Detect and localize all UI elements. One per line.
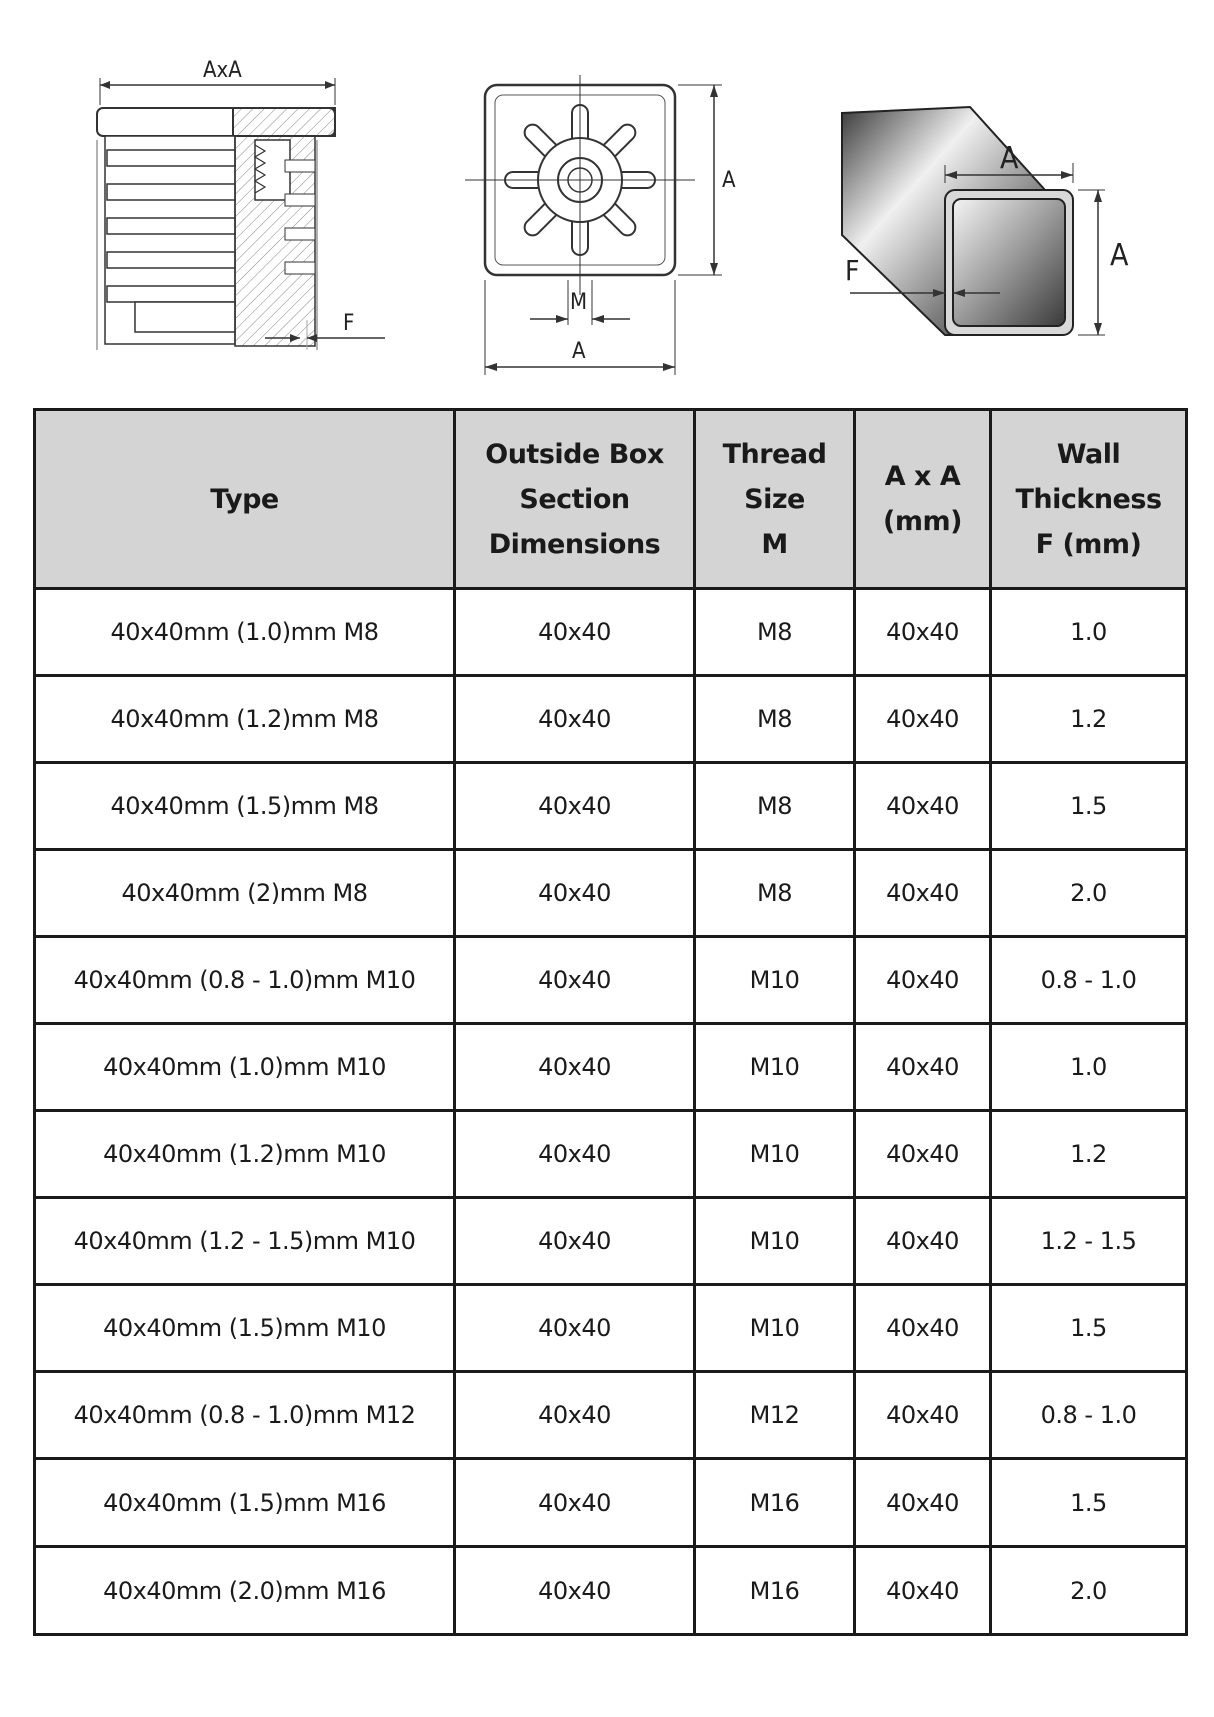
cell-type: 40x40mm (2)mm M8: [35, 850, 455, 937]
dim-tube-a-top-label: A: [1000, 141, 1019, 176]
cell-type: 40x40mm (1.0)mm M8: [35, 589, 455, 676]
cell-thread-size: M10: [695, 1111, 855, 1198]
cell-axa: 40x40: [855, 850, 991, 937]
header-thread-size: Thread Size M: [695, 410, 855, 589]
table-row: [35, 589, 1187, 676]
cell-type: 40x40mm (2.0)mm M16: [35, 1547, 455, 1635]
cell-wall-thickness: 0.8 - 1.0: [991, 937, 1187, 1024]
cell-wall-thickness: 1.5: [991, 1285, 1187, 1372]
cell-thread-size: M8: [695, 676, 855, 763]
table-row: [35, 676, 1187, 763]
cell-wall-thickness: 2.0: [991, 850, 1187, 937]
cell-axa: 40x40: [855, 937, 991, 1024]
cell-outside-box: 40x40: [455, 1198, 695, 1285]
cell-outside-box: 40x40: [455, 1459, 695, 1547]
cell-outside-box: 40x40: [455, 937, 695, 1024]
cell-outside-box: 40x40: [455, 676, 695, 763]
dim-a-bottom-label: A: [572, 339, 586, 364]
specification-table: [33, 408, 1188, 1636]
cell-outside-box: 40x40: [455, 1547, 695, 1635]
technical-drawings: [0, 0, 1214, 400]
dim-tube-f-label: F: [845, 254, 860, 287]
tube-drawing: [820, 95, 1180, 355]
cell-thread-size: M16: [695, 1547, 855, 1635]
header-outside-box: Outside Box Section Dimensions: [455, 410, 695, 589]
cell-type: 40x40mm (1.2)mm M10: [35, 1111, 455, 1198]
table-row: [35, 1459, 1187, 1547]
cell-thread-size: M10: [695, 1024, 855, 1111]
table-row: [35, 1111, 1187, 1198]
header-type: Type: [35, 410, 455, 589]
cell-outside-box: 40x40: [455, 589, 695, 676]
cell-wall-thickness: 0.8 - 1.0: [991, 1372, 1187, 1459]
dim-f-label: F: [343, 311, 355, 336]
cell-wall-thickness: 1.0: [991, 589, 1187, 676]
dim-a-right-label: A: [722, 168, 736, 193]
cell-wall-thickness: 1.2 - 1.5: [991, 1198, 1187, 1285]
cell-axa: 40x40: [855, 1459, 991, 1547]
cell-outside-box: 40x40: [455, 1024, 695, 1111]
cell-thread-size: M10: [695, 1198, 855, 1285]
table-body: [35, 589, 1187, 1635]
cell-type: 40x40mm (1.2 - 1.5)mm M10: [35, 1198, 455, 1285]
cell-type: 40x40mm (1.0)mm M10: [35, 1024, 455, 1111]
table-row: [35, 1198, 1187, 1285]
cell-type: 40x40mm (1.5)mm M8: [35, 763, 455, 850]
cell-type: 40x40mm (1.5)mm M10: [35, 1285, 455, 1372]
table-row: [35, 850, 1187, 937]
cell-thread-size: M10: [695, 1285, 855, 1372]
cell-wall-thickness: 2.0: [991, 1547, 1187, 1635]
table-header-row: [35, 410, 1187, 589]
front-view-drawing: [460, 75, 780, 395]
cell-type: 40x40mm (0.8 - 1.0)mm M10: [35, 937, 455, 1024]
dim-axa-label: AxA: [203, 58, 242, 83]
cell-thread-size: M12: [695, 1372, 855, 1459]
cell-axa: 40x40: [855, 1372, 991, 1459]
cell-thread-size: M16: [695, 1459, 855, 1547]
cell-axa: 40x40: [855, 1547, 991, 1635]
cell-axa: 40x40: [855, 763, 991, 850]
dim-tube-a-right-label: A: [1110, 238, 1129, 273]
table-row: [35, 937, 1187, 1024]
cell-outside-box: 40x40: [455, 763, 695, 850]
table-row: [35, 1372, 1187, 1459]
table-row: [35, 1285, 1187, 1372]
dim-m-label: M: [570, 290, 588, 315]
cell-wall-thickness: 1.2: [991, 676, 1187, 763]
cell-axa: 40x40: [855, 676, 991, 763]
cell-wall-thickness: 1.5: [991, 763, 1187, 850]
cell-type: 40x40mm (0.8 - 1.0)mm M12: [35, 1372, 455, 1459]
table-row: [35, 763, 1187, 850]
table-row: [35, 1024, 1187, 1111]
cell-wall-thickness: 1.2: [991, 1111, 1187, 1198]
cell-outside-box: 40x40: [455, 1372, 695, 1459]
table-row: [35, 1547, 1187, 1635]
cell-type: 40x40mm (1.2)mm M8: [35, 676, 455, 763]
cell-thread-size: M10: [695, 937, 855, 1024]
cell-wall-thickness: 1.0: [991, 1024, 1187, 1111]
cell-thread-size: M8: [695, 763, 855, 850]
cell-outside-box: 40x40: [455, 850, 695, 937]
cell-wall-thickness: 1.5: [991, 1459, 1187, 1547]
cell-thread-size: M8: [695, 589, 855, 676]
cell-outside-box: 40x40: [455, 1111, 695, 1198]
header-wall-thickness: Wall Thickness F (mm): [991, 410, 1187, 589]
cell-axa: 40x40: [855, 1111, 991, 1198]
section-view-drawing: [85, 50, 425, 395]
header-axa: A x A (mm): [855, 410, 991, 589]
cell-axa: 40x40: [855, 1285, 991, 1372]
cell-axa: 40x40: [855, 1024, 991, 1111]
cell-thread-size: M8: [695, 850, 855, 937]
cell-axa: 40x40: [855, 589, 991, 676]
cell-outside-box: 40x40: [455, 1285, 695, 1372]
cell-type: 40x40mm (1.5)mm M16: [35, 1459, 455, 1547]
cell-axa: 40x40: [855, 1198, 991, 1285]
